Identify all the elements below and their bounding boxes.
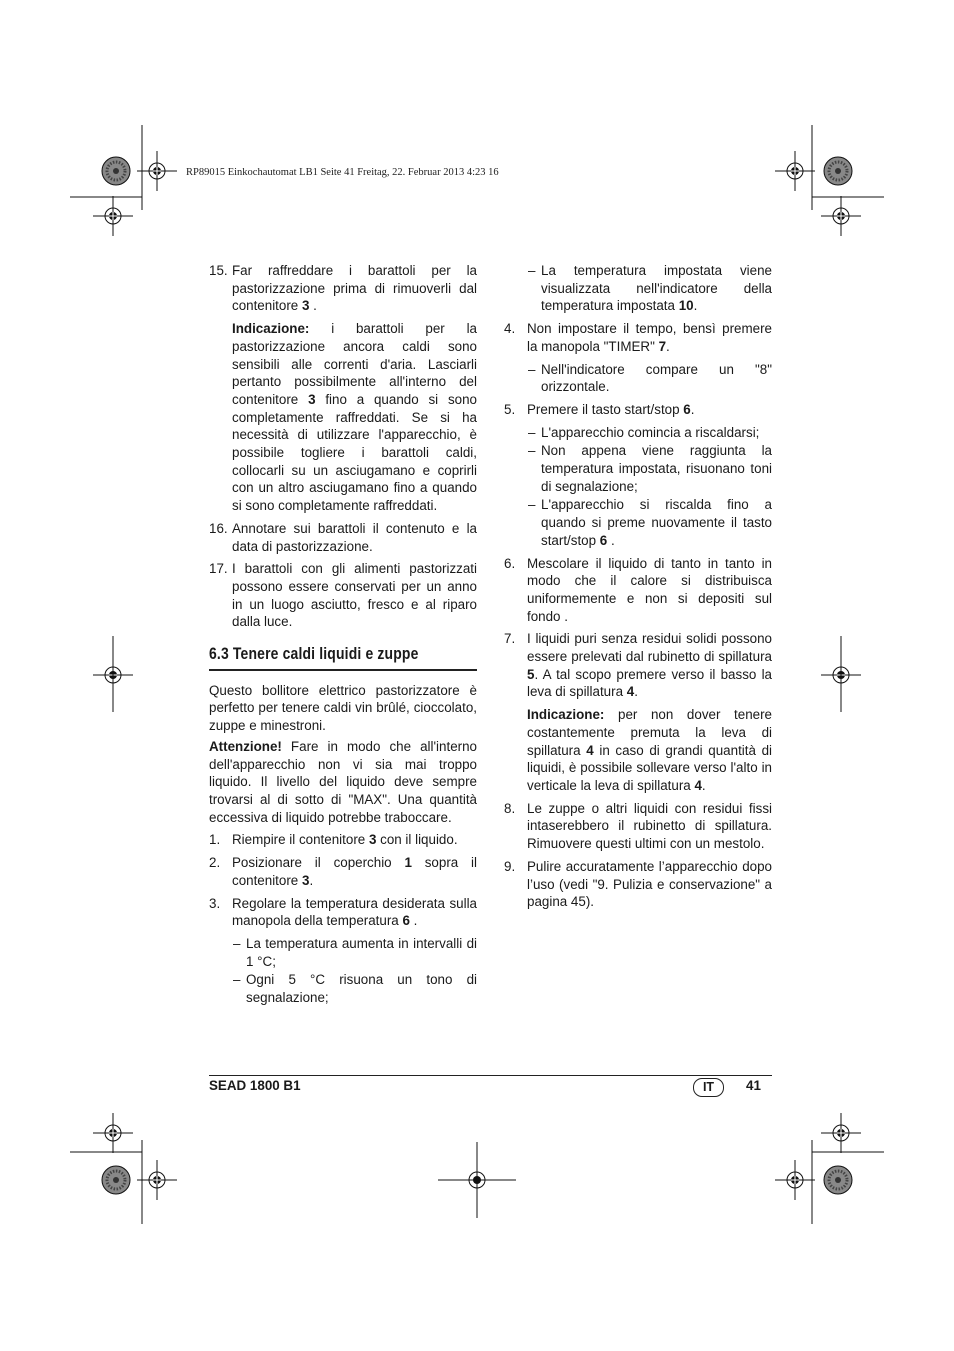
footer-model: SEAD 1800 B1 bbox=[209, 1078, 301, 1093]
page-number: 41 bbox=[746, 1078, 761, 1093]
step-2: 2. Posizionare il coperchio 1 sopra il contenitore 3. bbox=[209, 855, 477, 888]
step-4-sub: – Nell'indicatore compare un "8" orizzontale. bbox=[528, 361, 772, 395]
note-7: Indicazione: per non dover tenere costantemente premuta la leva di spillatura 4 in caso di grandi quantità di liquidi, è possibile sollevare verso l'alto in verticale la leva di spillatura 4. bbox=[527, 707, 773, 793]
print-slug: RP89015 Einkochautomat LB1 Seite 41 Freitag, 22. Februar 2013 4:23 16 bbox=[186, 167, 499, 178]
step-5-sub-2: – Non appena viene raggiunta la temperatura impostata, risuonano toni di segnalazione; bbox=[528, 443, 772, 494]
warning-paragraph: Attenzione! Fare in modo che all'interno dell'apparecchio non vi sia mai troppo liquido. Il livello del liquido deve sempre trovarsi al di sotto di "MAX". Una quantità eccessiva di liquido potrebbe traboccare. bbox=[209, 738, 477, 825]
step-4: 4. Non impostare il tempo, bensì premere la manopola "TIMER" 7. bbox=[504, 321, 772, 354]
step-7: 7. I liquidi puri senza residui solidi possono essere prelevati dal rubinetto di spillatura 5. A tal scopo premere verso il basso la leva di spillatura 4. bbox=[504, 631, 772, 700]
list-item-15: 15. Far raffreddare i barattoli per la pastorizzazione prima di rimuoverli dal contenitore 3 . bbox=[209, 263, 477, 314]
step-3: 3. Regolare la temperatura desiderata sulla manopola della temperatura 6 . bbox=[209, 895, 477, 929]
step-8: 8. Le zuppe o altri liquidi con residui fissi intaserebbero il rubinetto di spillatura. Rimuovere questi ultimi con un mestolo. bbox=[504, 800, 772, 852]
step-3-sub-3: – La temperatura impostata viene visualizzata nell'indicatore della temperatura impostata 10. bbox=[528, 263, 772, 314]
right-column bbox=[504, 262, 772, 916]
section-heading: 6.3 Tenere caldi liquidi e zuppe bbox=[209, 644, 419, 664]
heading-rule bbox=[209, 669, 477, 671]
step-1: 1. Riempire il contenitore 3 con il liquido. bbox=[209, 832, 458, 848]
list-item-17: 17. I barattoli con gli alimenti pastorizzati possono essere conservati per un anno in un luogo asciutto, fresco e al riparo dalla luce. bbox=[209, 561, 477, 630]
intro-paragraph: Questo bollitore elettrico pastorizzatore è perfetto per tenere caldi vin brûlé, cioccolato, zuppe e minestroni. bbox=[209, 682, 477, 734]
note-15: Indicazione: i barattoli per la pastorizzazione ancora caldi sono sensibili alle correnti d'aria. Lasciarli pertanto possibilmente all'interno del contenitore 3 fino a quando si sono completamente raffreddati. Se si ha necessità di utilizzare l'apparecchio, è possibile togliere i barattoli caldi, collocarli su un asciugamano e coprirli con un altro asciugamano fino a quando si sono completamente raffreddati. bbox=[232, 321, 477, 514]
language-badge: IT bbox=[693, 1078, 724, 1097]
footer-rule bbox=[209, 1075, 772, 1076]
step-5-sub-3: – L'apparecchio si riscalda fino a quando si preme nuovamente il tasto start/stop 6 . bbox=[528, 497, 772, 548]
step-3-sub-1: – La temperatura aumenta in intervalli di 1 °C; bbox=[233, 935, 477, 969]
step-6: 6. Mescolare il liquido di tanto in tanto in modo che il calore si distribuisca uniformemente e non si depositi sul fondo . bbox=[504, 555, 772, 624]
step-5-sub-1: – L'apparecchio comincia a riscaldarsi; bbox=[528, 424, 760, 440]
list-item-16: 16. Annotare sui barattoli il contenuto e la data di pastorizzazione. bbox=[209, 520, 477, 554]
step-5: 5. Premere il tasto start/stop 6. bbox=[504, 401, 695, 417]
step-3-sub-2: – Ogni 5 °C risuona un tono di segnalazione; bbox=[233, 972, 477, 1006]
left-column bbox=[209, 262, 477, 1008]
step-9: 9. Pulire accuratamente l’apparecchio dopo l’uso (vedi "9. Pulizia e conservazione" a pagina 45). bbox=[504, 858, 772, 910]
